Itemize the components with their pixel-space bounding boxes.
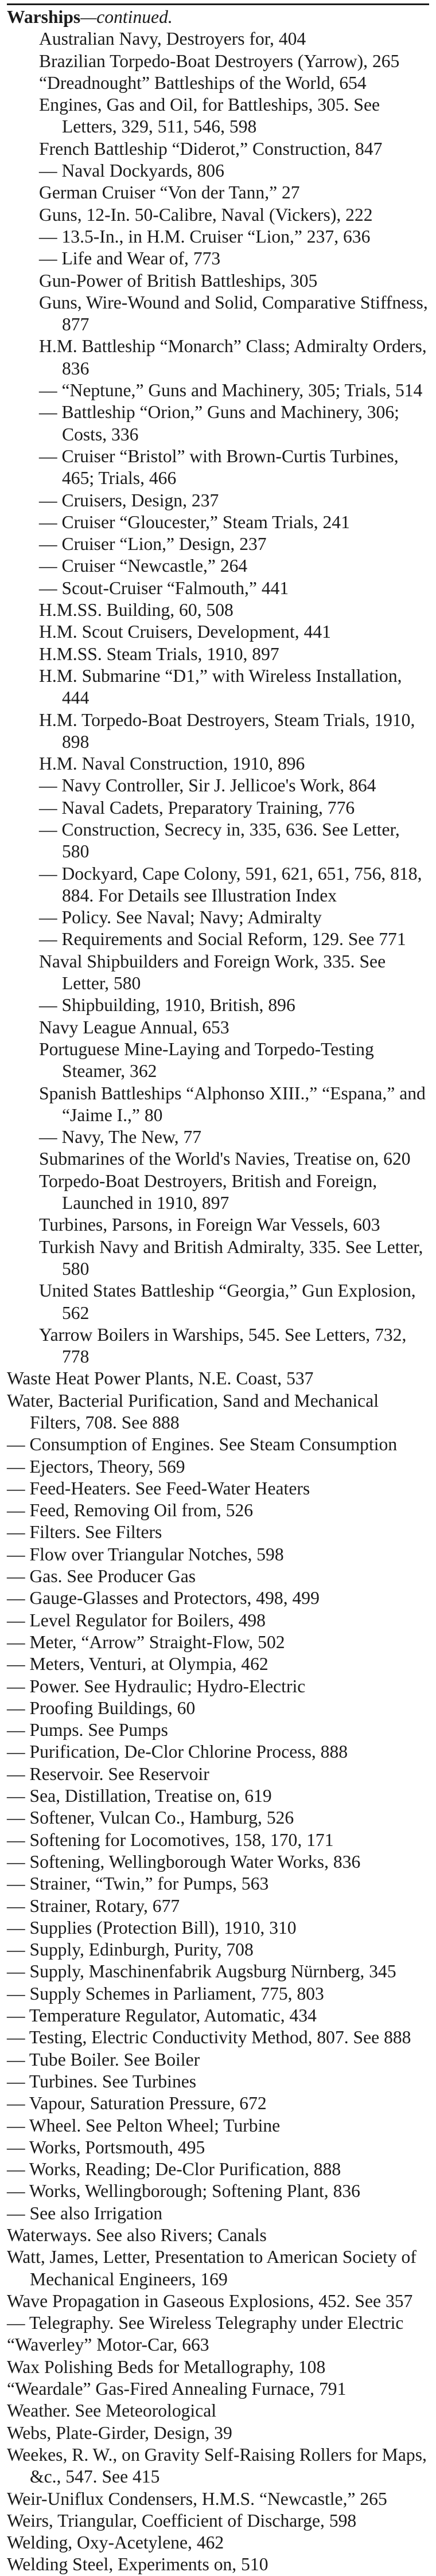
index-entry: Welding, Oxy-Acetylene, 462 (7, 2532, 224, 2553)
index-entry: H.M. Naval Construction, 1910, 896 (39, 754, 305, 774)
index-entry: — Naval Cadets, Preparatory Training, 776 (39, 797, 355, 818)
index-entry: — Works, Portsmouth, 495 (7, 2137, 205, 2157)
index-entry: — Flow over Triangular Notches, 598 (7, 1544, 284, 1564)
index-entry: — Cruiser “Bristol” with Brown-Curtis Turbines, 465; Trials, 466 (39, 446, 399, 489)
index-entry: Submarines of the World's Navies, Treatise on, 620 (39, 1149, 411, 1169)
index-entry: — Meter, “Arrow” Straight-Flow, 502 (7, 1632, 285, 1652)
continued-label: —continued. (80, 7, 173, 27)
index-entry: Water, Bacterial Purification, Sand and Mechanical Filters, 708. See 888 (7, 1390, 379, 1433)
index-entry: — Naval Dockyards, 806 (39, 161, 224, 181)
index-entry: — Testing, Electric Conductivity Method, 807. See 888 (7, 2027, 411, 2048)
index-entry: “Dreadnought” Battleships of the World, 654 (39, 72, 367, 93)
index-entry: “Weardale” Gas-Fired Annealing Furnace, 791 (7, 2379, 347, 2399)
index-entry: Gun-Power of British Battleships, 305 (39, 270, 318, 291)
index-entry: — Softener, Vulcan Co., Hamburg, 526 (7, 1808, 294, 1828)
index-entry: — Navy Controller, Sir J. Jellicoe's Work, 864 (39, 775, 376, 796)
index-entry: — Ejectors, Theory, 569 (7, 1456, 185, 1477)
index-entry: Guns, Wire-Wound and Solid, Comparative Stiffness, 877 (39, 292, 428, 335)
index-entry: — Proofing Buildings, 60 (7, 1697, 196, 1718)
index-entry: — Turbines. See Turbines (7, 2071, 197, 2091)
index-entry: — Supply Schemes in Parliament, 775, 803 (7, 1983, 324, 2004)
index-entry: — Shipbuilding, 1910, British, 896 (39, 995, 295, 1016)
heading-text: Warships (7, 7, 81, 27)
index-entry: Turkish Navy and British Admiralty, 335. See Letter, 580 (39, 1236, 423, 1279)
index-entry: Weather. See Meteorological (7, 2401, 217, 2421)
index-entry: — Cruiser “Newcastle,” 264 (39, 556, 248, 576)
top-rule (7, 3, 429, 5)
index-entry: Torpedo-Boat Destroyers, British and Foreign, Launched in 1910, 897 (39, 1170, 377, 1213)
index-entry: Weirs, Triangular, Coefficient of Discharge, 598 (7, 2510, 357, 2531)
index-entry: — Construction, Secrecy in, 335, 636. See Letter, 580 (39, 819, 400, 862)
index-entry: Wave Propagation in Gaseous Explosions, 452. See 357 (7, 2290, 413, 2311)
index-entry: — Navy, The New, 77 (39, 1127, 202, 1148)
index-entry: — Vapour, Saturation Pressure, 672 (7, 2093, 267, 2114)
index-entry: Weekes, R. W., on Gravity Self-Raising Rollers for Maps, &c., 547. See 415 (7, 2444, 427, 2487)
index-entry: Australian Navy, Destroyers for, 404 (39, 29, 306, 49)
index-entry: United States Battleship “Georgia,” Gun Explosion, 562 (39, 1281, 416, 1323)
index-entry: — Life and Wear of, 773 (39, 248, 221, 269)
index-entry: Waste Heat Power Plants, N.E. Coast, 537 (7, 1368, 314, 1389)
index-entry: — Telegraphy. See Wireless Telegraphy under Electric (7, 2313, 404, 2333)
index-entry: — Power. See Hydraulic; Hydro-Electric (7, 1676, 306, 1696)
index-entry: — Filters. See Filters (7, 1522, 162, 1543)
index-entry: — Strainer, “Twin,” for Pumps, 563 (7, 1874, 269, 1894)
index-entry: — Policy. See Naval; Navy; Admiralty (39, 907, 322, 928)
index-entry: — Gas. See Producer Gas (7, 1566, 196, 1587)
index-entry: — Sea, Distillation, Treatise on, 619 (7, 1786, 272, 1806)
index-entry: H.M. Torpedo-Boat Destroyers, Steam Trials, 1910, 898 (39, 709, 415, 752)
index-entry: — Scout-Cruiser “Falmouth,” 441 (39, 577, 289, 598)
index-entry: — Softening, Wellingborough Water Works, 836 (7, 1851, 361, 1872)
index-entry: Naval Shipbuilders and Foreign Work, 335. See Letter, 580 (39, 951, 386, 994)
index-entry: — Cruiser “Lion,” Design, 237 (39, 534, 267, 555)
index-entry: — Pumps. See Pumps (7, 1720, 168, 1740)
index-entry: Portuguese Mine-Laying and Torpedo-Testing Steamer, 362 (39, 1039, 374, 1082)
index-entry: — “Neptune,” Guns and Machinery, 305; Trials, 514 (39, 380, 423, 401)
index-entry: Brazilian Torpedo-Boat Destroyers (Yarrow), 265 (39, 50, 400, 71)
index-entry: — Supply, Edinburgh, Purity, 708 (7, 1939, 254, 1960)
index-entry: — Tube Boiler. See Boiler (7, 2049, 200, 2070)
index-entry: — Temperature Regulator, Automatic, 434 (7, 2005, 317, 2026)
index-entry: — Requirements and Social Reform, 129. See 771 (39, 929, 406, 950)
index-entry: H.M. Battleship “Monarch” Class; Admiralty Orders, 836 (39, 336, 427, 378)
section-heading (7, 6, 429, 28)
index-entry: Wax Polishing Beds for Metallography, 108 (7, 2356, 326, 2377)
index-entry: H.M. Scout Cruisers, Development, 441 (39, 622, 331, 642)
index-entry: Welding Steel, Experiments on, 510 (7, 2554, 268, 2575)
index-entry: — See also Irrigation (7, 2203, 163, 2223)
index-entry: — Supplies (Protection Bill), 1910, 310 (7, 1917, 297, 1938)
index-entry: Yarrow Boilers in Warships, 545. See Letters, 732, 778 (39, 1324, 407, 1367)
index-entry: — Dockyard, Cape Colony, 591, 621, 651, 756, 818, 884. For Details see Illustration Index (39, 863, 422, 905)
index-entry: — Gauge-Glasses and Protectors, 498, 499 (7, 1588, 320, 1609)
index-entry: — Purification, De-Clor Chlorine Process, 888 (7, 1742, 348, 1762)
index-entry: — 13.5-In., in H.M. Cruiser “Lion,” 237, 636 (39, 226, 371, 247)
index-entries (7, 28, 429, 2575)
index-entry: — Feed-Heaters. See Feed-Water Heaters (7, 1478, 310, 1498)
index-entry: — Consumption of Engines. See Steam Consumption (7, 1434, 398, 1455)
index-entry: — Cruiser “Gloucester,” Steam Trials, 241 (39, 512, 350, 532)
index-entry: — Meters, Venturi, at Olympia, 462 (7, 1654, 268, 1675)
index-entry: Waterways. See also Rivers; Canals (7, 2224, 267, 2245)
index-entry: Engines, Gas and Oil, for Battleships, 305. See Letters, 329, 511, 546, 598 (39, 95, 380, 137)
index-entry: Spanish Battleships “Alphonso XIII.,” “Espana,” and “Jaime I.,” 80 (39, 1083, 426, 1125)
index-entry: — Softening for Locomotives, 158, 170, 171 (7, 1829, 334, 1850)
index-entry: Weir-Uniflux Condensers, H.M.S. “Newcastle,” 265 (7, 2488, 387, 2509)
index-entry: — Reservoir. See Reservoir (7, 1763, 209, 1784)
index-entry: Watt, James, Letter, Presentation to American Society of Mechanical Engineers, 169 (7, 2247, 416, 2289)
index-entry: H.M. Submarine “D1,” with Wireless Installation, 444 (39, 665, 402, 708)
index-entry: — Wheel. See Pelton Wheel; Turbine (7, 2115, 281, 2136)
index-entry: — Strainer, Rotary, 677 (7, 1895, 180, 1916)
index-entry: Guns, 12-In. 50-Calibre, Naval (Vickers), 222 (39, 204, 373, 225)
index-entry: — Feed, Removing Oil from, 526 (7, 1500, 254, 1521)
index-entry: H.M.SS. Building, 60, 508 (39, 600, 233, 620)
index-entry: — Cruisers, Design, 237 (39, 490, 219, 510)
index-entry: — Works, Wellingborough; Softening Plant, 836 (7, 2181, 360, 2202)
index-entry: German Cruiser “Von der Tann,” 27 (39, 182, 300, 203)
index-entry: Turbines, Parsons, in Foreign War Vessels, 603 (39, 1215, 380, 1235)
index-entry: — Battleship “Orion,” Guns and Machinery, 306; Costs, 336 (39, 402, 399, 444)
index-entry: French Battleship “Diderot,” Construction, 847 (39, 138, 383, 159)
index-entry: H.M.SS. Steam Trials, 1910, 897 (39, 643, 279, 664)
index-entry: “Waverley” Motor-Car, 663 (7, 2335, 209, 2355)
index-entry: — Supply, Maschinenfabrik Augsburg Nürnberg, 345 (7, 1961, 396, 1982)
index-entry: — Works, Reading; De-Clor Purification, 888 (7, 2159, 341, 2180)
index-entry: — Level Regulator for Boilers, 498 (7, 1610, 266, 1630)
index-entry: Webs, Plate-Girder, Design, 39 (7, 2422, 232, 2443)
index-entry: Navy League Annual, 653 (39, 1017, 229, 1037)
